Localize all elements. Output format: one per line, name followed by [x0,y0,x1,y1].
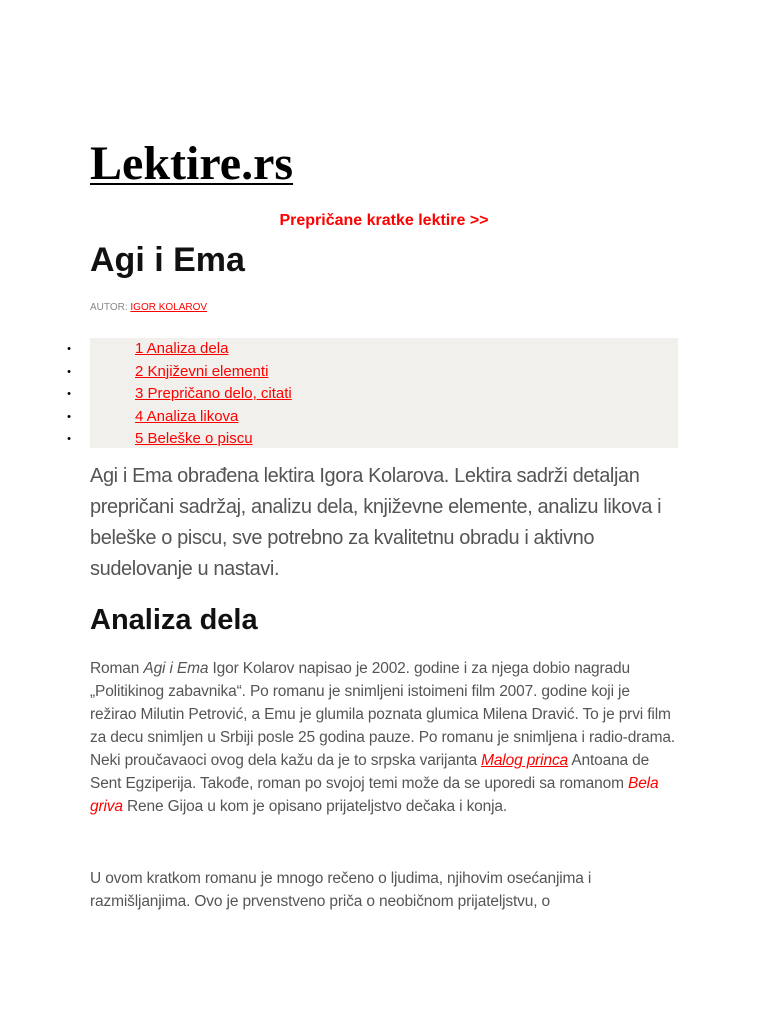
toc-link-beleske-o-piscu[interactable]: 5 Beleške o piscu [135,430,253,447]
paragraph-text: Antoana de Sent Egziperija. Takođe, roman po svojoj temi može da se uporedi sa romanom [90,752,650,792]
author-line [90,301,207,315]
section-heading-analiza-dela: Analiza dela [90,604,258,636]
site-title-link[interactable]: Lektire.rs [90,137,294,190]
paragraph-text: Igor Kolarov napisao je 2002. godine i za njega dobio nagradu „Politikinog zabavnika“. Po romanu je snimljeni istoimeni film 2007. godine koji je režirao Milutin Petrović, a Emu je glumila poznata glumica Milena Dravić. To je prvi film za decu snimljen u Srbiji posle 25 godina pauze. Po romanu je snimljena i radio-drama. Neki proučavaoci ovog dela kažu da je to srpska varijanta [90,660,676,769]
bullet-icon: • [67,410,71,423]
paragraph-text: Rene Gijoa u kom je opisano prijateljstvo dečaka i konja. [122,798,508,815]
mali-princ-link[interactable]: Malog princa [481,752,569,769]
toc-link-prepricano-delo[interactable]: 3 Prepričano delo, citati [135,385,292,402]
book-title-emphasis: Agi i Ema [143,660,209,677]
analysis-paragraph [90,657,680,818]
toc-item [67,406,678,429]
second-paragraph: U ovom kratkom romanu je mnogo rečeno o ljudima, njihovim osećanjima i razmišljanjima. Ovo je prvenstveno priča o neobičnom prijateljstvu, o [90,870,592,910]
intro-paragraph: Agi i Ema obrađena lektira Igora Kolarova. Lektira sadrži detaljan prepričani sadržaj, analizu dela, književne elemente, analizu likova i beleške o piscu, sve potrebno za kvalitetnu obradu i aktivno sudelovanje u nastavi. [90,465,662,580]
bullet-icon: • [67,365,71,378]
short-summaries-link[interactable]: Prepričane kratke lektire >> [279,212,489,229]
author-name-link[interactable]: IGOR KOLAROV [130,302,208,313]
bullet-icon: • [67,433,71,445]
bullet-icon: • [67,343,71,355]
bela-griva-emphasis: Bela griva [90,775,659,815]
article-title: Agi i Ema [90,241,245,279]
paragraph-text: Roman [90,660,144,677]
bullet-icon: • [67,388,71,400]
toc-item [67,428,678,451]
toc-item [67,361,678,384]
table-of-contents [67,338,678,448]
toc-link-knjizevni-elementi[interactable]: 2 Književni elementi [135,362,269,380]
author-label: AUTOR: [90,302,131,313]
toc-link-analiza-likova[interactable]: 4 Analiza likova [135,407,239,425]
toc-item [67,338,678,361]
toc-item [67,383,678,406]
toc-link-analiza-dela[interactable]: 1 Analiza dela [135,340,229,357]
